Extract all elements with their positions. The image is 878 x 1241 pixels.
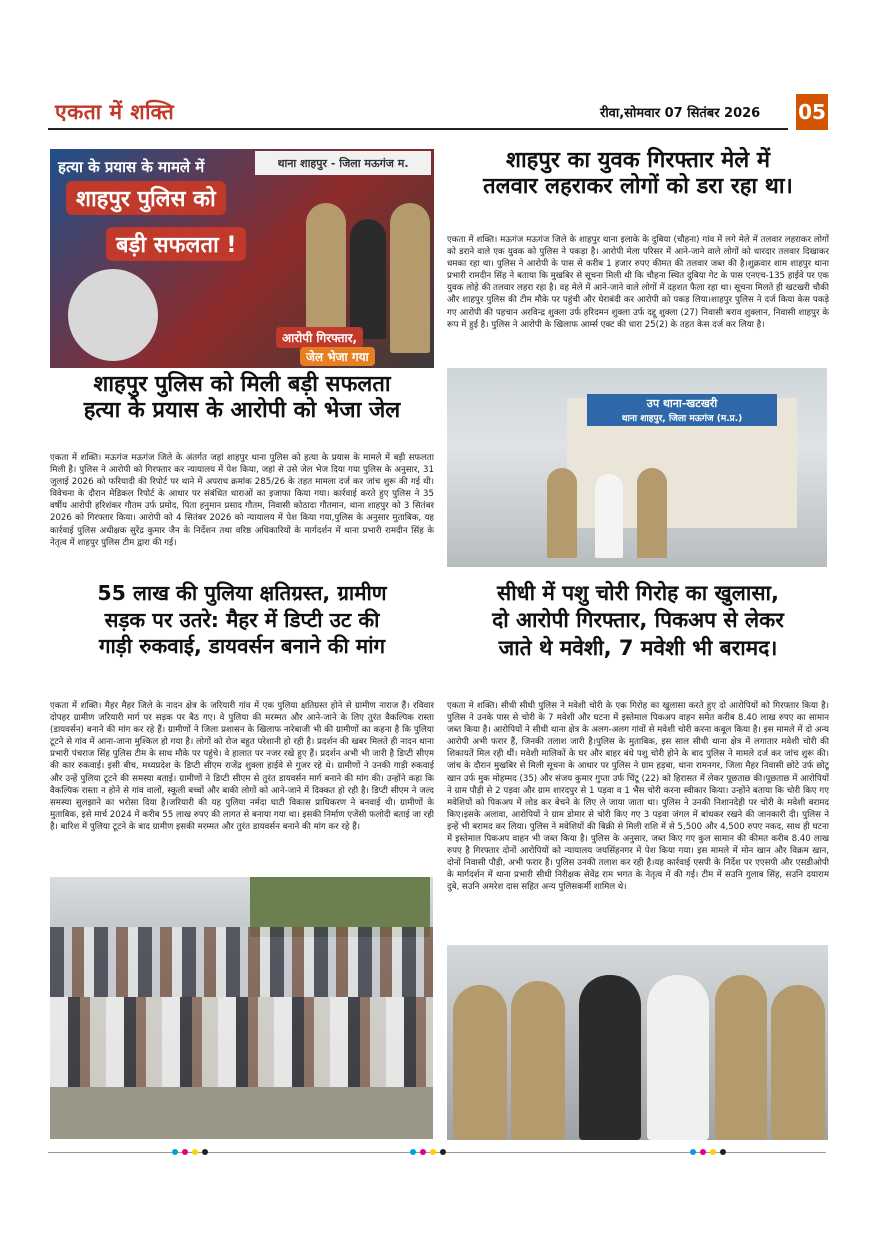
header-rule	[48, 128, 788, 130]
inset-officer-figure	[68, 269, 158, 361]
outpost-sign-line2: थाना शाहपुर, जिला मऊगंज (म.प्र.)	[621, 414, 743, 424]
police-outpost-sign	[587, 394, 777, 426]
officer-figure	[511, 981, 565, 1140]
accused-figure	[579, 975, 641, 1140]
story3-headline-line2: सड़क पर उतरे: मैहर में डिप्टी उट की	[104, 607, 380, 632]
story1-headline-line2: हत्या के प्रयास के आरोपी को भेजा जेल	[83, 397, 401, 423]
officer-figure	[453, 985, 507, 1140]
story3-body: एकता में शक्ति। मैहर मैहर जिले के नादन क्षेत्र के जरियारी गांव में एक पुलिया क्षतिग्रस्त होने से ग्रामीण नाराज हैं। रविवार दोपहर ग्रामीण जरियारी मार्ग पर सड़क पर बैठ गए। वे पुलिया की मरम्मत और आने-जाने के लिए तुरंत वैकल्पिक रास्ता (डायवर्सन) बनाने की मांग कर रहे हैं। ग्रामीणों ने जिला प्रशासन के खिलाफ नारेबाजी भी की ग्रामीणों का कहना है कि पुलिया टूटने से गांव में आना-जाना मुश्किल हो गया है। लोगों को रोज बहुत परेशानी हो रही है। प्रदर्शन की खबर मिलते ही नादन थाना प्रभारी पंचराज सिंह पुलिस टीम के साथ मौके पर पहुंचे। वे हालात पर नजर रखे हुए हैं। प्रदर्शन अभी भी जारी है डिप्टी सीएम की कार रुकवाई। इसी बीच, मध्यप्रदेश के डिप्टी सीएम राजेंद्र शुक्ला हाईवे से गुजर रहे थे। ग्रामीणों ने उनकी गाड़ी रुकवाई और उन्हें पुलिया टूटने की समस्या बताई। ग्रामीणों ने डिप्टी सीएम से तुरंत डायवर्सन मार्ग बनाने की मांग की। उन्होंने कहा कि वैकल्पिक रास्ता न होने से गांव वालों, स्कूली बच्चों और बाकी लोगों को आने-जाने में दिक्कत हो रही है। डिप्टी सीएम ने जल्द समस्या सुलझाने का भरोसा दिया है।जरियारी की यह पुलिया नर्मदा घाटी विकास प्राधिकरण ने बनवाई थी। ग्रामीणों के मुताबिक, इसे मार्च 2024 में करीब 55 लाख रुपए की लागत से बनाया गया था। इसकी निर्माण एजेंसी फलोदी बताई जा रही है। बारिश में पुलिया टूटने के बाद ग्रामीण इसकी मरम्मत और तुरंत डायवर्सन बनाने की मांग कर रहे हैं।	[50, 701, 434, 832]
footer-decoration-center	[410, 1149, 446, 1155]
officer-figure	[547, 468, 577, 558]
photo-caption-arrested: आरोपी गिरफ्तार,	[276, 327, 363, 348]
crowd-seated	[50, 997, 433, 1087]
story4-body: एकता मे शक्ति। सीधी सीधी पुलिस ने मवेशी चोरी के एक गिरोह का खुलासा करते हुए दो आरोपियों को गिरफ्तार किया है। पुलिस ने उनके पास से चोरी के 7 मवेशी और घटना में इस्तेमाल पिकअप वाहन समेत करीब 8.40 लाख रुपए का सामान जब्त किया है। आरोपियों ने सीधी थाना क्षेत्र के अलग-अलग गांवों से मवेशी चोरी करना कबूल किया है। इस मामले में दो अन्य आरोपी अभी फरार हैं, जिनकी तलाश जारी है।पुलिस के मुताबिक, इस साल सीधी थाना क्षेत्र में लगातार मवेशी चोरी की शिकायतें मिल रही थीं। मवेशी मालिकों के घर और बाहर बंधे पशु चोरी होने के बाद पुलिस ने मामले दर्ज कर जांच शुरू की।जांच के दौरान मुखबिर से मिली सूचना के आधार पर पुलिस ने ग्राम हड़बा, थाना रामनगर, जिला मैहर निवासी छोटे उर्फ छोटू खान उर्फ मुक मोहम्मद (35) और संजय कुमार गुप्ता उर्फ चिंटू (22) को हिरासत में लेकर पूछताछ की।पूछताछ में आरोपियों ने ग्राम पौड़ी से 2 पड़वा और ग्राम शारदपुर से 1 पड़वा व 1 भैंस चोरी करना स्वीकार किया। उन्होंने बताया कि चोरी किए गए मवेशियों को पिकअप में लोड कर बेचने के लिए ले जाया जाता था। पुलिस ने उनकी निशानदेही पर चोरी के मवेशी बरामद किए।इसके अलावा, आरोपियों ने ग्राम डोमार से चोरी किए गए 3 पड़वा जंगल में बांधकर रखने की जानकारी दी। पुलिस ने इन्हें भी बरामद कर लिया। पुलिस ने मवेशियों की बिक्री से मिली राशि में से 5,500 और 4,500 रुपए नकद, साथ ही घटना में इस्तेमाल पिकअप वाहन भी जब्त किया है। पुलिस के अनुसार, जब्त किए गए कुल सामान की कीमत करीब 8.40 लाख रुपए है गिरफ्तार दोनों आरोपियों को न्यायालय जयसिंहनगर में पेश किया गया। इस मामले में मोन खान और विक्रम खान, दोनों निवासी पौड़ी, अभी फरार हैं। पुलिस उनकी तलाश कर रही है।यह कार्रवाई एसपी के निर्देश पर एएसपी और एसडीओपी के मार्गदर्शन में थाना प्रभारी सीधी निरीक्षक सेवेंद्र राम भगत के नेतृत्व में की गई। टीम में सउनि गुलाब सिंह, सउनि दयाराम दुबे, सउनि अमरेश दास सहित अन्य पुलिसकर्मी शामिल थे।	[447, 701, 829, 893]
officer-figure	[390, 203, 430, 353]
story1-body: एकता में शक्ति। मऊगंज मऊगंज जिले के अंतर्गत जहां शाहपुर थाना पुलिस को हत्या के प्रयास के मामले में बड़ी सफलता मिली है। पुलिस ने आरोपी को गिरफ्तार कर न्यायालय में पेश किया, जहां से उसे जेल भेज दिया गया पुलिस के अनुसार, 31 जुलाई 2026 को फरियादी की रिपोर्ट पर थाने में अपराध क्रमांक 285/26 के तहत मामला दर्ज कर जांच शुरू की गई थी। विवेचना के दौरान मेडिकल रिपोर्ट के आधार पर संबंधित धाराओं का इजाफा किया गया। कार्रवाई करते हुए पुलिस ने 35 वर्षीय आरोपी हरिशंकर गौतम उर्फ प्रमोद, पिता हनुमान प्रसाद गौतम, निवासी कोठादा गौतमान, थाना शाहपुर को 3 सितंबर 2026 को गिरफ्तार किया। आरोपी को 4 सितंबर 2026 को न्यायालय में पेश किया गया,पुलिस के अनुसार मुताबिक, यह कार्रवाई पुलिस अधीक्षक सुरेंद्र कुमार जैन के निर्देशन तथा वरिष्ठ अधिकारियों के मार्गदर्शन में थाना प्रभारी रामदीन सिंह के नेतृत्व में शाहपुर पुलिस टीम द्वारा की गई।	[50, 453, 434, 548]
dateline: रीवा,सोमवार 07 सितंबर 2026	[600, 106, 761, 121]
story4-headline-line1: सीधी में पशु चोरी गिरोह का खुलासा,	[497, 581, 779, 605]
photo-text-line2: शाहपुर पुलिस को	[66, 181, 226, 215]
road-surface	[50, 1087, 433, 1139]
crowd-standing	[50, 927, 433, 997]
story1-headline	[48, 372, 436, 424]
accused-figure	[350, 219, 386, 339]
officer-figure	[771, 985, 825, 1140]
photo-caption-jail: जेल भेजा गया	[300, 347, 375, 366]
story4-headline	[446, 580, 830, 662]
footer-decoration-right	[690, 1149, 726, 1155]
photo-text-line3: बड़ी सफलता !	[106, 227, 246, 261]
story4-headline-line2: दो आरोपी गिरफ्तार, पिकअप से लेकर	[492, 608, 784, 633]
story1-headline-line1: शाहपुर पुलिस को मिली बड़ी सफलता	[93, 372, 391, 397]
photo-text-line1: हत्या के प्रयास के मामले में	[58, 158, 205, 176]
officer-figure	[715, 975, 767, 1140]
footer-decoration-left	[172, 1149, 208, 1155]
accused-figure	[647, 975, 709, 1140]
story2-headline	[446, 148, 830, 200]
story2-headline-line2: तलवार लहराकर लोगों को डरा रहा था।	[483, 173, 793, 199]
accused-figure	[595, 474, 623, 558]
story2-body: एकता में शक्ति। मऊगंज मऊगंज जिले के शाहपुर थाना इलाके के दुबिया (चौहना) गांव में लगे मेले में तलवार लहराकर लोगों को डराने वाले एक युवक को पुलिस ने पकड़ा है। आरोपी मेला परिसर में आने-जाने वाले लोगों को धारदार तलवार दिखाकर धमका रहा था। पुलिस ने आरोपी के पास से करीब 1 हजार रुपए कीमत की तलवार जब्त की है।शुक्रवार शाम शाहपुर थाना प्रभारी रामदीन सिंह ने बताया कि मुखबिर से सूचना मिली थी कि चौहना स्थित दुबिया गेट के पास एनएच-135 हाईवे पर एक युवक लोहे की तलवार लहरा रहा है। वह मेले में आने-जाने वाले लोगों में दहशत फैला रहा था। सूचना मिलते ही खटखरी चौकी और शाहपुर पुलिस की टीम मौके पर पहुंची और घेराबंदी कर आरोपी को पकड़ लिया।शाहपुर पुलिस ने दर्ज किया केस पकड़े गए आरोपी की पहचान अरविन्द्र शुक्ला उर्फ हरिदमन शुक्ला उर्फ दद्दू शुक्ला (27) निवासी बराव शुक्लान, निवासी शाहपुर के रूप में हुई है। पुलिस ने आरोपी के खिलाफ आर्म्स एक्ट की धारा 25(2) के तहत केस दर्ज कर लिया है।	[447, 235, 829, 330]
story1-photo	[50, 149, 434, 368]
story2-photo	[447, 368, 827, 567]
story4-police-photo	[447, 945, 828, 1140]
story3-headline-line1: 55 लाख की पुलिया क्षतिग्रस्त, ग्रामीण	[97, 581, 387, 605]
officer-figure	[637, 468, 667, 558]
page-number: 05	[796, 94, 828, 130]
story2-headline-line1: शाहपुर का युवक गिरफ्तार मेले में	[505, 148, 771, 173]
police-station-sign: थाना शाहपुर - जिला मऊगंज म.	[255, 151, 431, 175]
masthead: एकता में शक्ति	[55, 100, 175, 124]
story3-headline	[48, 580, 436, 660]
story4-headline-line3: जाते थे मवेशी, 7 मवेशी भी बरामद।	[498, 635, 778, 660]
story3-protest-photo	[50, 877, 433, 1139]
outpost-sign-line1: उप थाना-खटखरी	[646, 397, 718, 410]
story3-headline-line3: गाड़ी रुकवाई, डायवर्सन बनाने की मांग	[98, 634, 386, 659]
